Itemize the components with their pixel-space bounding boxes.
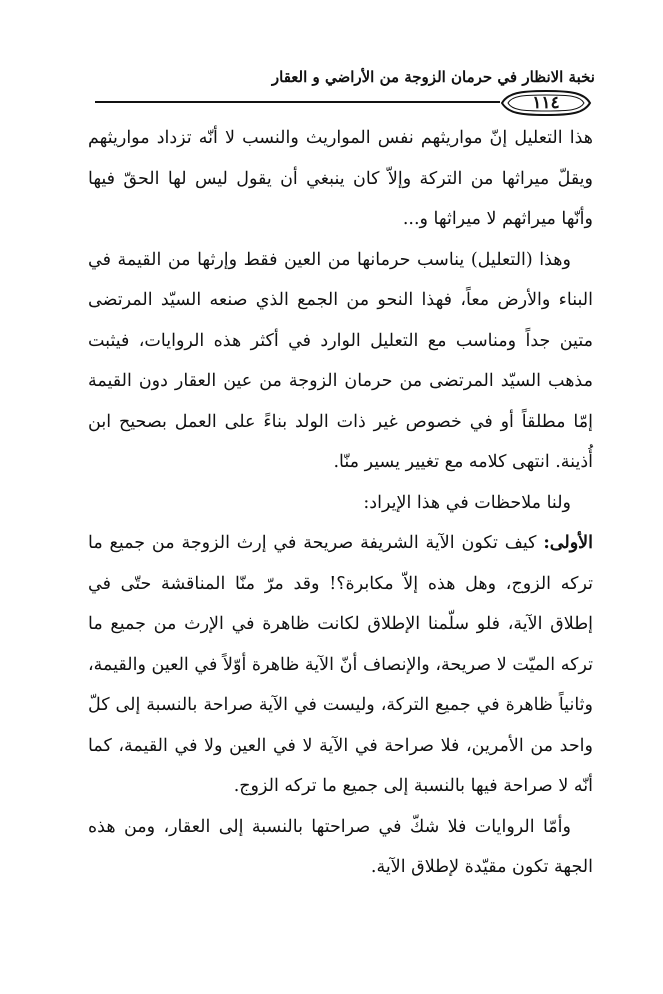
paragraph-3 (88, 483, 593, 524)
paragraph-1 (88, 118, 593, 240)
page-number: ١١٤ (532, 93, 560, 113)
paragraph-text: ولنا ملاحظات في هذا الإيراد: (363, 492, 571, 513)
paragraph-text: هذا التعليل إنّ مواريثهم نفس المواريث والنسب لا أنّه تزداد مواريثهم ويقلّ ميراثها من التركة وإلاّ كان ينبغي أن يقول ليس لها الحقّ فيها وأنّها ميراثهم لا ميراثها و... (88, 128, 593, 229)
body-text (88, 118, 593, 888)
paragraph-text: وهذا (التعليل) يناسب حرمانها من العين فقط وإرثها من القيمة في البناء والأرض معاً، فهذا النحو من الجمع الذي صنعه السيّد المرتضى متين جداً ومناسب مع التعليل الوارد في أكثر هذه الروايات، فيثبت مذهب السيّد المرتضى من حرمان الزوجة من عين العقار دون القيمة إمّا مطلقاً أو في خصوص غير ذات الولد بناءً على العمل بصحيح ابن أُذينة. انتهى كلامه مع تغيير يسير منّا. (88, 249, 593, 472)
paragraph-lead: الأولى: (543, 533, 593, 553)
running-title: نخبة الانظار في حرمان الزوجة من الأراضي و العقار (271, 68, 595, 86)
paragraph-4 (88, 523, 593, 807)
header-rule (95, 101, 500, 103)
paragraph-text: كيف تكون الآية الشريفة صريحة في إرث الزوجة من جميع ما تركه الزوج، وهل هذه إلاّ مكابرة؟! وقد مرّ منّا المناقشة حتّى في إطلاق الآية، فلو سلّمنا الإطلاق لكانت ظاهرة في الإرث من جميع ما تركه الميّت لا صريحة، والإنصاف أنّ الآية ظاهرة أوّلاً في العين والقيمة، وثانياً ظاهرة في جميع التركة، وليست في الآية صراحة بالنسبة إلى كلّ واحد من الأمرين، فلا صراحة في الآية لا في العين ولا في القيمة، كما أنّه لا صراحة فيها بالنسبة إلى جميع ما تركه الزوج. (88, 533, 593, 796)
paragraph-text: وأمّا الروايات فلا شكّ في صراحتها بالنسبة إلى العقار، ومن هذه الجهة تكون مقيّدة لإطلاق الآية. (88, 816, 593, 877)
page-number-frame (500, 89, 592, 117)
paragraph-2 (88, 240, 593, 483)
paragraph-5 (88, 807, 593, 888)
